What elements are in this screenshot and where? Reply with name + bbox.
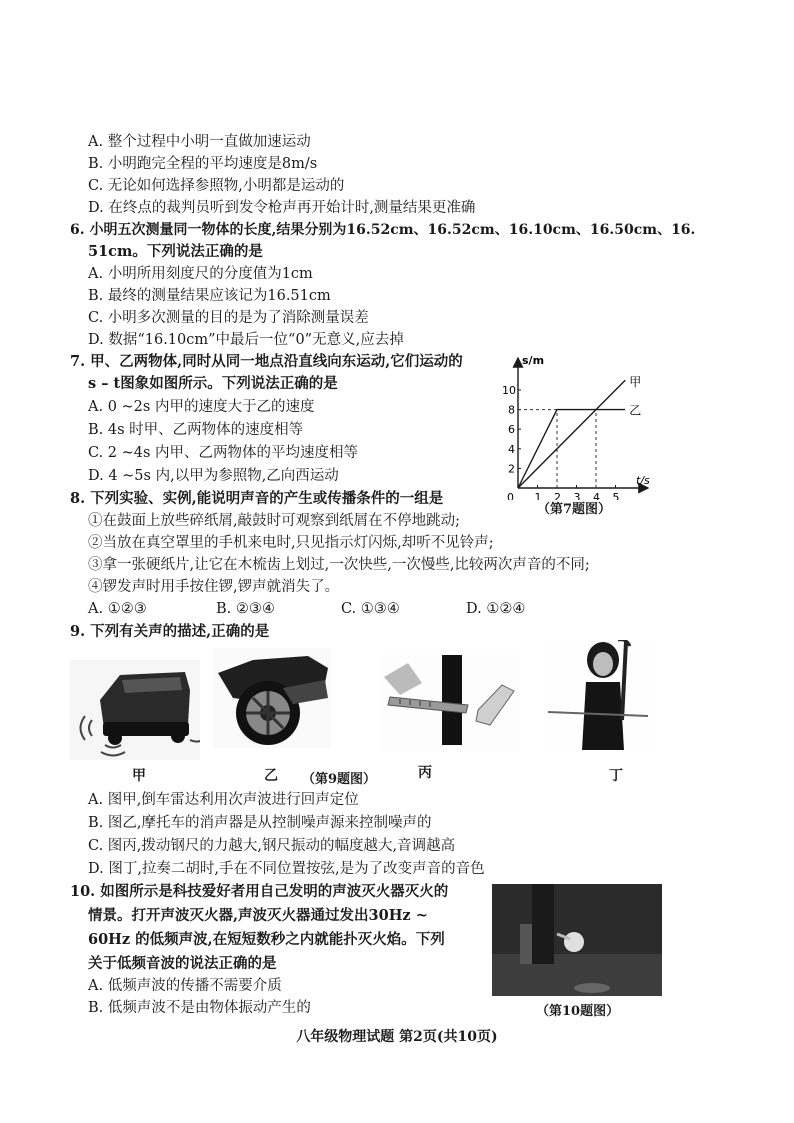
q6-option-c: C. 小明多次测量的目的是为了消除测量误差 xyxy=(88,310,369,326)
y-tick-label: 10 xyxy=(502,384,516,397)
st-chart xyxy=(490,352,660,500)
ruler-image xyxy=(380,655,520,750)
q9-figure-caption: （第9题图） xyxy=(302,772,377,787)
q6-stem-line1: 6. 小明五次测量同一物体的长度,结果分别为16.52cm、16.52cm、16.10cm、16.50cm、16. xyxy=(70,222,696,238)
q8-option-d: D. ①②④ xyxy=(466,601,526,617)
q9-option-a: A. 图甲,倒车雷达利用次声波进行回声定位 xyxy=(88,792,359,808)
q8-item-2: ②当放在真空罩里的手机来电时,只见指示灯闪烁,却听不见铃声; xyxy=(88,535,494,551)
figure-label-bing: 丙 xyxy=(418,765,432,781)
q5-option-d: D. 在终点的裁判员听到发令枪声再开始计时,测量结果更准确 xyxy=(88,200,476,216)
q5-option-a: A. 整个过程中小明一直做加速运动 xyxy=(88,134,311,150)
y-tick-label: 2 xyxy=(508,462,515,476)
series-line-1 xyxy=(518,380,625,488)
sound-extinguisher-image xyxy=(492,884,662,996)
y-tick-label: 8 xyxy=(508,403,515,417)
q5-option-b: B. 小明跑完全程的平均速度是8m/s xyxy=(88,156,318,172)
x-axis-label: t/s xyxy=(636,474,650,487)
q9-option-b: B. 图乙,摩托车的消声器是从控制噪声源来控制噪声的 xyxy=(88,815,432,831)
q8-option-a: A. ①②③ xyxy=(88,601,147,617)
q8-option-b: B. ②③④ xyxy=(216,601,275,617)
q9-option-c: C. 图丙,拨动钢尺的力越大,钢尺振动的幅度越大,音调越高 xyxy=(88,838,456,854)
q9-stem: 9. 下列有关声的描述,正确的是 xyxy=(70,623,270,640)
q7-stem-line1: 7. 甲、乙两物体,同时从同一地点沿直线向东运动,它们运动的 xyxy=(70,353,463,370)
x-tick-label: 0 xyxy=(507,491,514,500)
q8-item-4: ④锣发声时用手按住锣,锣声就消失了。 xyxy=(88,579,340,595)
y-tick-label: 4 xyxy=(508,442,515,456)
y-tick-label: 6 xyxy=(508,423,515,437)
q10-stem-line4: 关于低频音波的说法正确的是 xyxy=(88,955,277,972)
q8-item-1: ①在鼓面上放些碎纸屑,敲鼓时可观察到纸屑在不停地跳动; xyxy=(88,513,460,529)
x-tick-label: 5 xyxy=(612,491,620,500)
q6-stem-line2: 51cm。下列说法正确的是 xyxy=(88,243,263,260)
q6-option-b: B. 最终的测量结果应该记为16.51cm xyxy=(88,288,331,304)
q10-stem-line2: 情景。打开声波灭火器,声波灭火器通过发出30Hz ~ xyxy=(88,907,428,924)
motorcycle-image xyxy=(213,648,331,748)
q8-stem: 8. 下列实验、实例,能说明声音的产生或传播条件的一组是 xyxy=(70,490,444,507)
q7-option-b: B. 4s 时甲、乙两物体的速度相等 xyxy=(88,422,304,438)
q10-figure-caption: （第10题图） xyxy=(536,1004,620,1019)
x-tick-label: 2 xyxy=(554,491,561,500)
q6-option-a: A. 小明所用刻度尺的分度值为1cm xyxy=(88,266,313,282)
series-label: 甲 xyxy=(629,375,642,390)
x-tick-label: 1 xyxy=(534,491,542,500)
q7-figure-caption: （第7题图） xyxy=(537,502,612,517)
figure-label-jia: 甲 xyxy=(132,768,146,784)
erhu-player-image xyxy=(548,640,652,752)
page-footer: 八年级物理试题 第2页(共10页) xyxy=(296,1029,498,1045)
q9-option-d: D. 图丁,拉奏二胡时,手在不同位置按弦,是为了改变声音的音色 xyxy=(88,861,485,877)
q10-stem-line3: 60Hz 的低频声波,在短短数秒之内就能扑灭火焰。下列 xyxy=(88,931,445,948)
q7-option-d: D. 4 ~5s 内,以甲为参照物,乙向西运动 xyxy=(88,468,339,484)
y-axis-label: s/m xyxy=(522,354,545,367)
figure-label-yi: 乙 xyxy=(264,768,278,784)
figure-label-ding: 丁 xyxy=(609,768,623,784)
q5-option-c: C. 无论如何选择参照物,小明都是运动的 xyxy=(88,178,345,194)
x-tick-label: 4 xyxy=(593,491,600,500)
q8-item-3: ③拿一张硬纸片,让它在木梳齿上划过,一次快些,一次慢些,比较两次声音的不同; xyxy=(88,557,590,573)
q7-stem-line2: s – t图象如图所示。下列说法正确的是 xyxy=(88,375,338,392)
series-label: 乙 xyxy=(629,403,642,418)
q6-option-d: D. 数据“16.10cm”中最后一位“0”无意义,应去掉 xyxy=(88,332,404,348)
q10-option-b: B. 低频声波不是由物体振动产生的 xyxy=(88,1000,311,1016)
q10-stem-line1: 10. 如图所示是科技爱好者用自己发明的声波灭火器灭火的 xyxy=(70,883,449,900)
q7-option-a: A. 0 ~2s 内甲的速度大于乙的速度 xyxy=(88,399,315,415)
series-line-2 xyxy=(518,410,625,488)
q7-option-c: C. 2 ~4s 内甲、乙两物体的平均速度相等 xyxy=(88,445,359,461)
x-tick-label: 3 xyxy=(573,491,581,500)
q8-option-c: C. ①③④ xyxy=(341,601,400,617)
q10-option-a: A. 低频声波的传播不需要介质 xyxy=(88,978,282,994)
car-radar-image xyxy=(70,660,200,760)
